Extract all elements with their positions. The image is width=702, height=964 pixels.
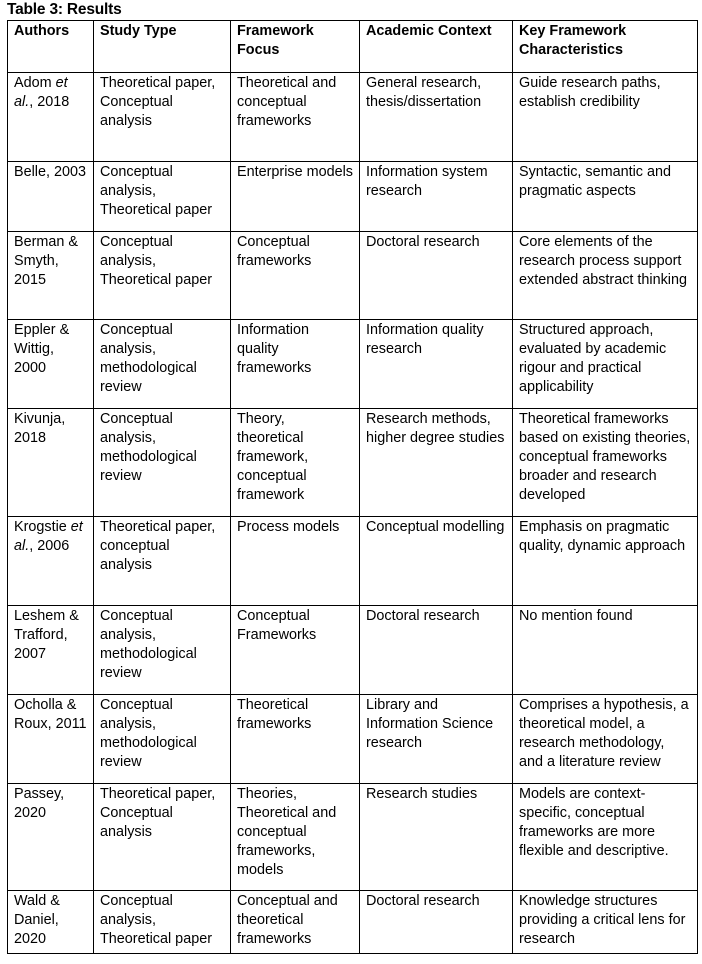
results-table	[7, 20, 698, 954]
cell-key-characteristics: Comprises a hypothesis, a theoretical model, a research methodology, and a literature review	[513, 695, 698, 784]
table-row	[8, 606, 698, 695]
header-academic-context: Academic Context	[360, 21, 513, 73]
cell-study-type: Conceptual analysis, methodological review	[94, 695, 231, 784]
cell-author: Passey, 2020	[8, 784, 94, 891]
cell-key-characteristics: Models are context-specific, conceptual frameworks are more flexible and descriptive.	[513, 784, 698, 891]
cell-academic-context: Doctoral research	[360, 232, 513, 320]
cell-academic-context: General research, thesis/dissertation	[360, 73, 513, 162]
cell-framework-focus: Theory, theoretical framework, conceptual framework	[231, 409, 360, 517]
cell-framework-focus: Theoretical and conceptual frameworks	[231, 73, 360, 162]
cell-framework-focus: Enterprise models	[231, 162, 360, 232]
cell-key-characteristics: Structured approach, evaluated by academic rigour and practical applicability	[513, 320, 698, 409]
cell-author: Wald & Daniel, 2020	[8, 891, 94, 954]
cell-academic-context: Information quality research	[360, 320, 513, 409]
cell-key-characteristics: Emphasis on pragmatic quality, dynamic approach	[513, 517, 698, 606]
cell-author	[8, 517, 94, 606]
author-name: Krogstie	[14, 519, 67, 535]
author-year: , 2006	[29, 538, 70, 554]
cell-framework-focus: Theoretical frameworks	[231, 695, 360, 784]
author-name: Adom	[14, 75, 52, 91]
header-framework-focus: Framework Focus	[231, 21, 360, 73]
cell-study-type: Theoretical paper, Conceptual analysis	[94, 784, 231, 891]
table-row	[8, 73, 698, 162]
table-row	[8, 320, 698, 409]
table-row	[8, 232, 698, 320]
cell-framework-focus: Conceptual frameworks	[231, 232, 360, 320]
cell-study-type: Conceptual analysis, Theoretical paper	[94, 162, 231, 232]
cell-key-characteristics: Core elements of the research process support extended abstract thinking	[513, 232, 698, 320]
cell-academic-context: Conceptual modelling	[360, 517, 513, 606]
table-header-row	[8, 21, 698, 73]
cell-academic-context: Information system research	[360, 162, 513, 232]
cell-academic-context: Doctoral research	[360, 606, 513, 695]
cell-academic-context: Research studies	[360, 784, 513, 891]
cell-framework-focus: Information quality frameworks	[231, 320, 360, 409]
cell-academic-context: Doctoral research	[360, 891, 513, 954]
table-row	[8, 517, 698, 606]
cell-author: Ocholla & Roux, 2011	[8, 695, 94, 784]
cell-framework-focus: Theories, Theoretical and conceptual frameworks, models	[231, 784, 360, 891]
table-row	[8, 409, 698, 517]
table-row	[8, 891, 698, 954]
cell-study-type: Conceptual analysis, Theoretical paper	[94, 891, 231, 954]
header-authors: Authors	[8, 21, 94, 73]
cell-framework-focus: Conceptual Frameworks	[231, 606, 360, 695]
cell-study-type: Theoretical paper, Conceptual analysis	[94, 73, 231, 162]
cell-author: Berman & Smyth, 2015	[8, 232, 94, 320]
table-row	[8, 162, 698, 232]
cell-key-characteristics: Syntactic, semantic and pragmatic aspects	[513, 162, 698, 232]
cell-author: Leshem & Trafford, 2007	[8, 606, 94, 695]
table-caption: Table 3: Results	[7, 1, 122, 18]
cell-study-type: Theoretical paper, conceptual analysis	[94, 517, 231, 606]
cell-key-characteristics: No mention found	[513, 606, 698, 695]
cell-author	[8, 73, 94, 162]
cell-study-type: Conceptual analysis, methodological review	[94, 606, 231, 695]
header-key-characteristics: Key Framework Characteristics	[513, 21, 698, 73]
cell-study-type: Conceptual analysis, methodological review	[94, 320, 231, 409]
cell-academic-context: Research methods, higher degree studies	[360, 409, 513, 517]
cell-key-characteristics: Knowledge structures providing a critical lens for research	[513, 891, 698, 954]
cell-author: Eppler & Wittig, 2000	[8, 320, 94, 409]
cell-key-characteristics: Guide research paths, establish credibility	[513, 73, 698, 162]
table-row	[8, 784, 698, 891]
cell-author: Kivunja, 2018	[8, 409, 94, 517]
et-al: et al.	[14, 519, 83, 554]
cell-author: Belle, 2003	[8, 162, 94, 232]
cell-framework-focus: Conceptual and theoretical frameworks	[231, 891, 360, 954]
author-year: , 2018	[29, 94, 70, 110]
et-al: et al.	[14, 75, 68, 110]
cell-study-type: Conceptual analysis, methodological review	[94, 409, 231, 517]
cell-key-characteristics: Theoretical frameworks based on existing theories, conceptual frameworks broader and research developed	[513, 409, 698, 517]
cell-study-type: Conceptual analysis, Theoretical paper	[94, 232, 231, 320]
header-study-type: Study Type	[94, 21, 231, 73]
table-row	[8, 695, 698, 784]
cell-academic-context: Library and Information Science research	[360, 695, 513, 784]
cell-framework-focus: Process models	[231, 517, 360, 606]
